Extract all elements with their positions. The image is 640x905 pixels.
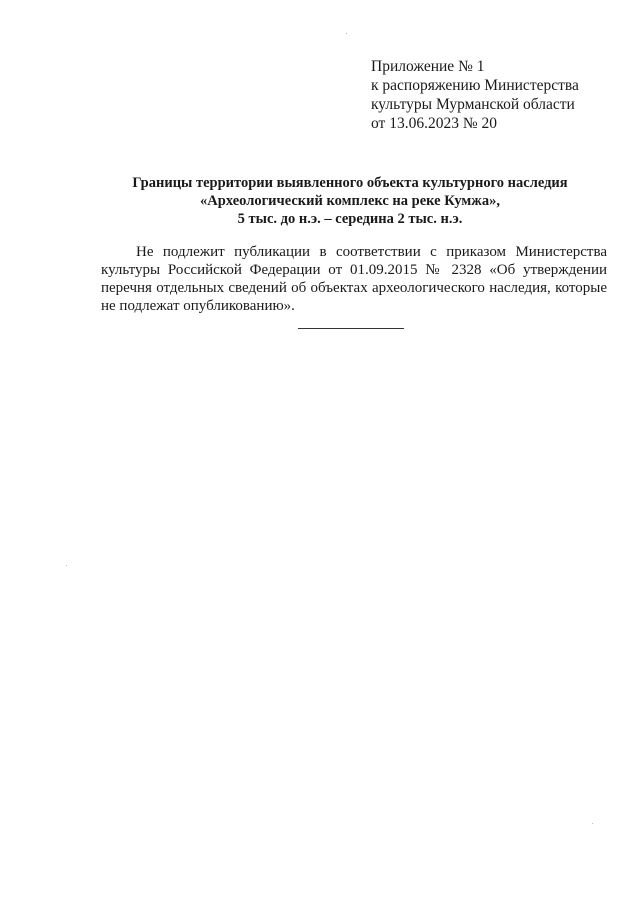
annex-header [371, 57, 621, 133]
body-line-3: перечня отдельных сведений об объектах археологического наследия, которые [101, 280, 607, 296]
scan-speck [66, 565, 67, 566]
closing-separator-line [298, 328, 404, 329]
annex-order-ref: к распоряжению Министерства [371, 77, 579, 94]
annex-number: Приложение № 1 [371, 58, 485, 75]
scan-speck [346, 33, 347, 34]
annex-date-number: от 13.06.2023 № 20 [371, 115, 497, 132]
body-paragraph [101, 243, 607, 315]
body-line-1: Не подлежит публикации в соответствии с приказом Министерства [136, 244, 607, 260]
annex-authority: культуры Мурманской области [371, 96, 575, 113]
document-title [80, 174, 620, 228]
body-line-2: культуры Российской Федерации от 01.09.2015 № 2328 «Об утверждении [101, 262, 607, 278]
title-line-1: Границы территории выявленного объекта культурного наследия [132, 175, 568, 191]
title-line-3: 5 тыс. до н.э. – середина 2 тыс. н.э. [237, 211, 463, 227]
title-line-2: «Археологический комплекс на реке Кумжа», [200, 193, 500, 209]
scan-speck [592, 823, 593, 824]
body-line-4: не подлежат опубликованию». [101, 298, 295, 314]
